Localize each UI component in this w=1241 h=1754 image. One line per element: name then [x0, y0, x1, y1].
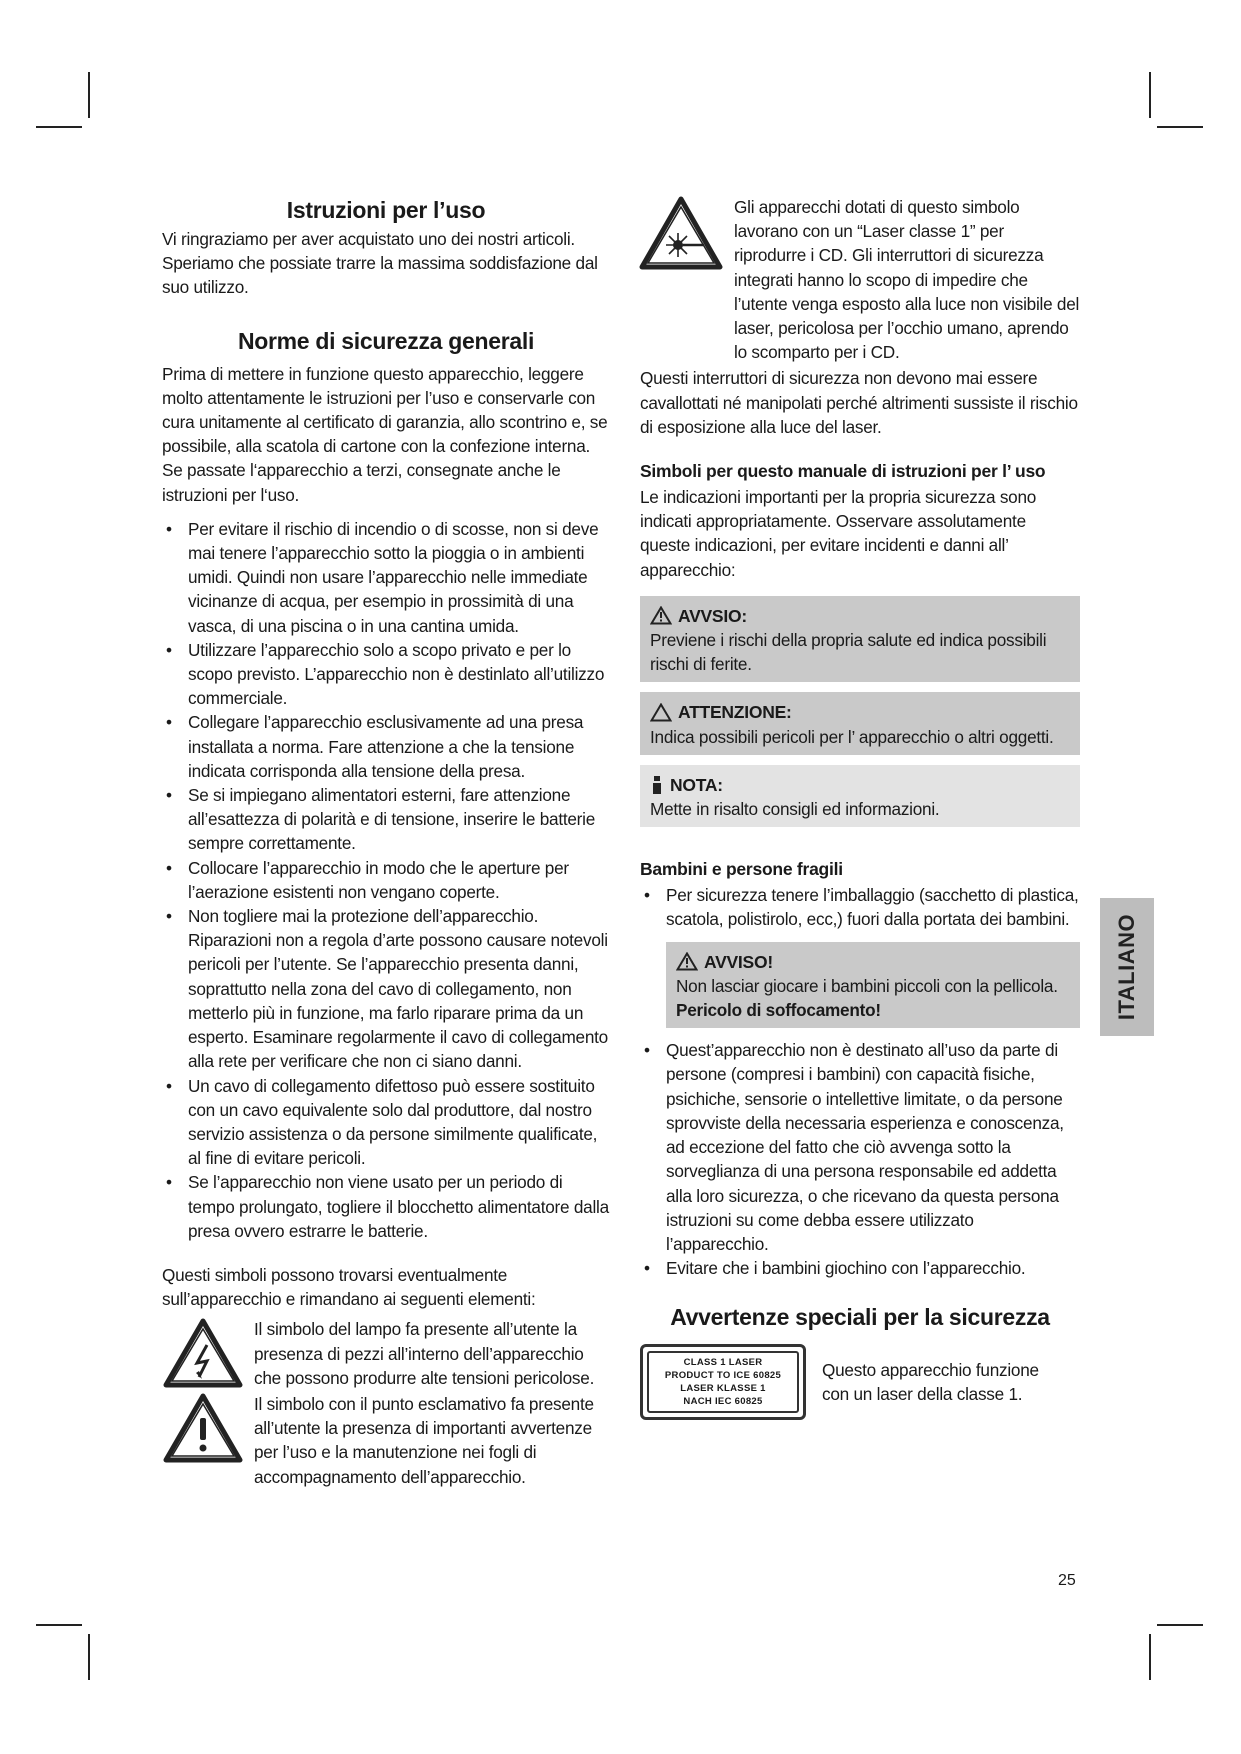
list-item: • Un cavo di collegamento difettoso può essere sostituito con un cavo equivalente solo dal produttore, dal nostro servizio assistenza o da persone similmente qualificate, al fine di evitare pericoli. — [162, 1074, 610, 1171]
info-icon — [650, 775, 664, 795]
intro-text: Vi ringraziamo per aver acquistato uno dei nostri articoli. Speriamo che possiate trarre la massima soddisfazione dal suo utilizzo. — [162, 229, 598, 298]
notice-attenzione — [640, 692, 1080, 754]
laser-class-label — [640, 1344, 806, 1420]
list-item: • Per sicurezza tenere l’imballaggio (sacchetto di plastica, scatola, polistirolo, ecc,) fuori dalla portata dei bambini. — [640, 883, 1080, 931]
lightning-symbol-text: Il simbolo del lampo fa presente all’utente la presenza di pezzi all’interno dell’apparecchio che possono produrre alte tensioni pericolose. — [254, 1319, 595, 1388]
notice-title: AVVSIO: — [678, 605, 747, 626]
safety-bullet-list — [162, 517, 610, 1243]
crop-mark — [1149, 72, 1151, 118]
laser-warning-icon — [638, 195, 724, 271]
lightning-warning-icon — [162, 1317, 244, 1389]
exclamation-symbol-block — [162, 1392, 610, 1489]
crop-mark — [88, 1634, 90, 1680]
notice-children-avviso — [666, 942, 1080, 1029]
laser-symbol-block — [640, 195, 1080, 364]
page-number: 25 — [1058, 1572, 1076, 1589]
label-line: NACH IEC 60825 — [683, 1396, 763, 1408]
notice-text: Indica possibili pericoli per l’ apparecchio o altri oggetti. — [650, 726, 1054, 747]
special-safety-title: Avvertenze speciali per la sicurezza — [670, 1304, 1050, 1331]
notice-text: Previene i rischi della propria salute ed indica possibili rischi di ferite. — [650, 630, 1047, 675]
language-tab — [1100, 898, 1154, 1036]
left-column — [162, 195, 610, 1489]
children-bullet-list-2 — [640, 1038, 1080, 1280]
laser-warning-text: Questi interruttori di sicurezza non devono mai essere cavallottati né manipolati perché altrimenti sussiste il rischio di esposizione alla luce del laser. — [640, 368, 1078, 437]
exclamation-warning-icon — [162, 1392, 244, 1464]
list-item: • Non togliere mai la protezione dell’apparecchio. Riparazioni non a regola d’arte possono causare notevoli pericoli per l’utente. Se l’apparecchio presenta danni, soprattutto nella zona del cavo di collegamento, non metterlo più in funzione, ma farlo riparare prima da un esperto. Esaminare regolarmente il cavo di collegamento alla rete per verificare che non ci siano danni. — [162, 904, 610, 1073]
page-title: Istruzioni per l’uso — [286, 197, 486, 223]
crop-mark — [1157, 1624, 1203, 1626]
list-item: • Evitare che i bambini giochino con l’apparecchio. — [640, 1256, 1080, 1280]
children-bullet-list — [640, 883, 1080, 931]
label-line: CLASS 1 LASER — [683, 1357, 763, 1369]
warning-triangle-icon — [650, 606, 672, 625]
lightning-symbol-block — [162, 1317, 610, 1390]
list-item: • Se si impiegano alimentatori esterni, fare attenzione all’esattezza di polarità e di tensione, inserire le batterie sempre correttamente. — [162, 783, 610, 856]
notice-avviso — [640, 596, 1080, 683]
warning-triangle-icon — [676, 952, 698, 971]
list-item: • Per evitare il rischio di incendio o di scosse, non si deve mai tenere l’apparecchio sotto la pioggia o in ambienti umidi. Quindi non usare l’apparecchio nelle immediate vicinanze di acqua, per esempio in prossimità di una vasca, di una piscina o in una cantina umida. — [162, 517, 610, 638]
manual-symbols-text: Le indicazioni importanti per la propria sicurezza sono indicati appropriatamente. Osservare assolutamente queste indicazioni, per evitare incidenti e danni all’ apparecchio: — [640, 487, 1037, 580]
list-item: • Utilizzare l’apparecchio solo a scopo privato e per lo scopo previsto. L’apparecchio non è destinlato all’utilizzo commerciale. — [162, 638, 610, 711]
crop-mark — [36, 126, 82, 128]
notice-nota — [640, 765, 1080, 827]
list-item: • Collegare l’apparecchio esclusivamente ad una presa installata a norma. Fare attenzione a che la tensione indicata corrisponda alla tensione della presa. — [162, 710, 610, 783]
notice-text: Mette in risalto consigli ed informazioni. — [650, 799, 940, 820]
notice-text: Non lasciar giocare i bambini piccoli con la pellicola. — [676, 975, 1058, 996]
notice-title: AVVISO! — [704, 951, 773, 972]
children-section-title: Bambini e persone fragili — [640, 859, 843, 880]
section-title-general-safety: Norme di sicurezza generali — [237, 327, 535, 354]
crop-mark — [36, 1624, 82, 1626]
notice-title: ATTENZIONE: — [678, 702, 792, 723]
section-intro: Prima di mettere in funzione questo apparecchio, leggere molto attentamente le istruzioni per l’uso e conservarle con cura unitamente al certificato di garanzia, allo scontrino e, se possibile, alla scatola di cartone con la confezione interna. Se passate l‘apparecchio a terzi, consegnate anche le istruzioni per l‘uso. — [162, 363, 608, 505]
label-line: LASER KLASSE 1 — [680, 1383, 766, 1395]
right-column — [640, 195, 1080, 1420]
caution-triangle-icon — [650, 703, 672, 722]
symbols-intro: Questi simboli possono trovarsi eventualmente sull’apparecchio e rimandano ai seguenti elementi: — [162, 1264, 536, 1310]
list-item: • Quest’apparecchio non è destinato all’uso da parte di persone (compresi i bambini) con capacità fisiche, psichiche, sensorie o intellettive limitate, o da persone sprovviste della necessaria esperienza e conoscenza, ad eccezione del fatto che ciò avvenga sotto la sorveglianza di una persona responsabile ed addetta alla loro sicurezza, o che ricevano da questa persona istruzioni su come debba essere utilizzato l’apparecchio. — [640, 1038, 1080, 1256]
exclamation-symbol-text: Il simbolo con il punto esclamativo fa presente all’utente la presenza di importanti avvertenze per l’uso e la manutenzione nei fogli di accompagnamento dell’apparecchio. — [254, 1393, 594, 1487]
label-line: PRODUCT TO ICE 60825 — [664, 1370, 782, 1382]
notice-emphasis: Pericolo di soffocamento! — [676, 1000, 881, 1021]
list-item: • Se l’apparecchio non viene usato per un periodo di tempo prolungato, togliere il blocchetto alimentatore dalla presa ovvero estrarre le batterie. — [162, 1170, 610, 1243]
language-tab-label: ITALIANO — [1114, 913, 1139, 1021]
manual-symbols-title: Simboli per questo manuale di istruzioni per l’ uso — [640, 461, 1046, 482]
crop-mark — [1157, 126, 1203, 128]
notice-title: NOTA: — [670, 774, 723, 795]
crop-mark — [1149, 1634, 1151, 1680]
crop-mark — [88, 72, 90, 118]
laser-class-block — [640, 1344, 1080, 1420]
list-item: • Collocare l’apparecchio in modo che le aperture per l’aerazione esistenti non vengano coperte. — [162, 856, 610, 904]
laser-class-text: Questo apparecchio funzione con un laser della classe 1. — [822, 1360, 1039, 1405]
laser-symbol-text: Gli apparecchi dotati di questo simbolo lavorano con un “Laser classe 1” per riprodurre i CD. Gli interruttori di sicurezza integrati hanno lo scopo di impedire che l’utente venga esposto alla luce non visibile del laser, pericolosa per l’occhio umano, aprendo lo scomparto per i CD. — [734, 197, 1080, 363]
